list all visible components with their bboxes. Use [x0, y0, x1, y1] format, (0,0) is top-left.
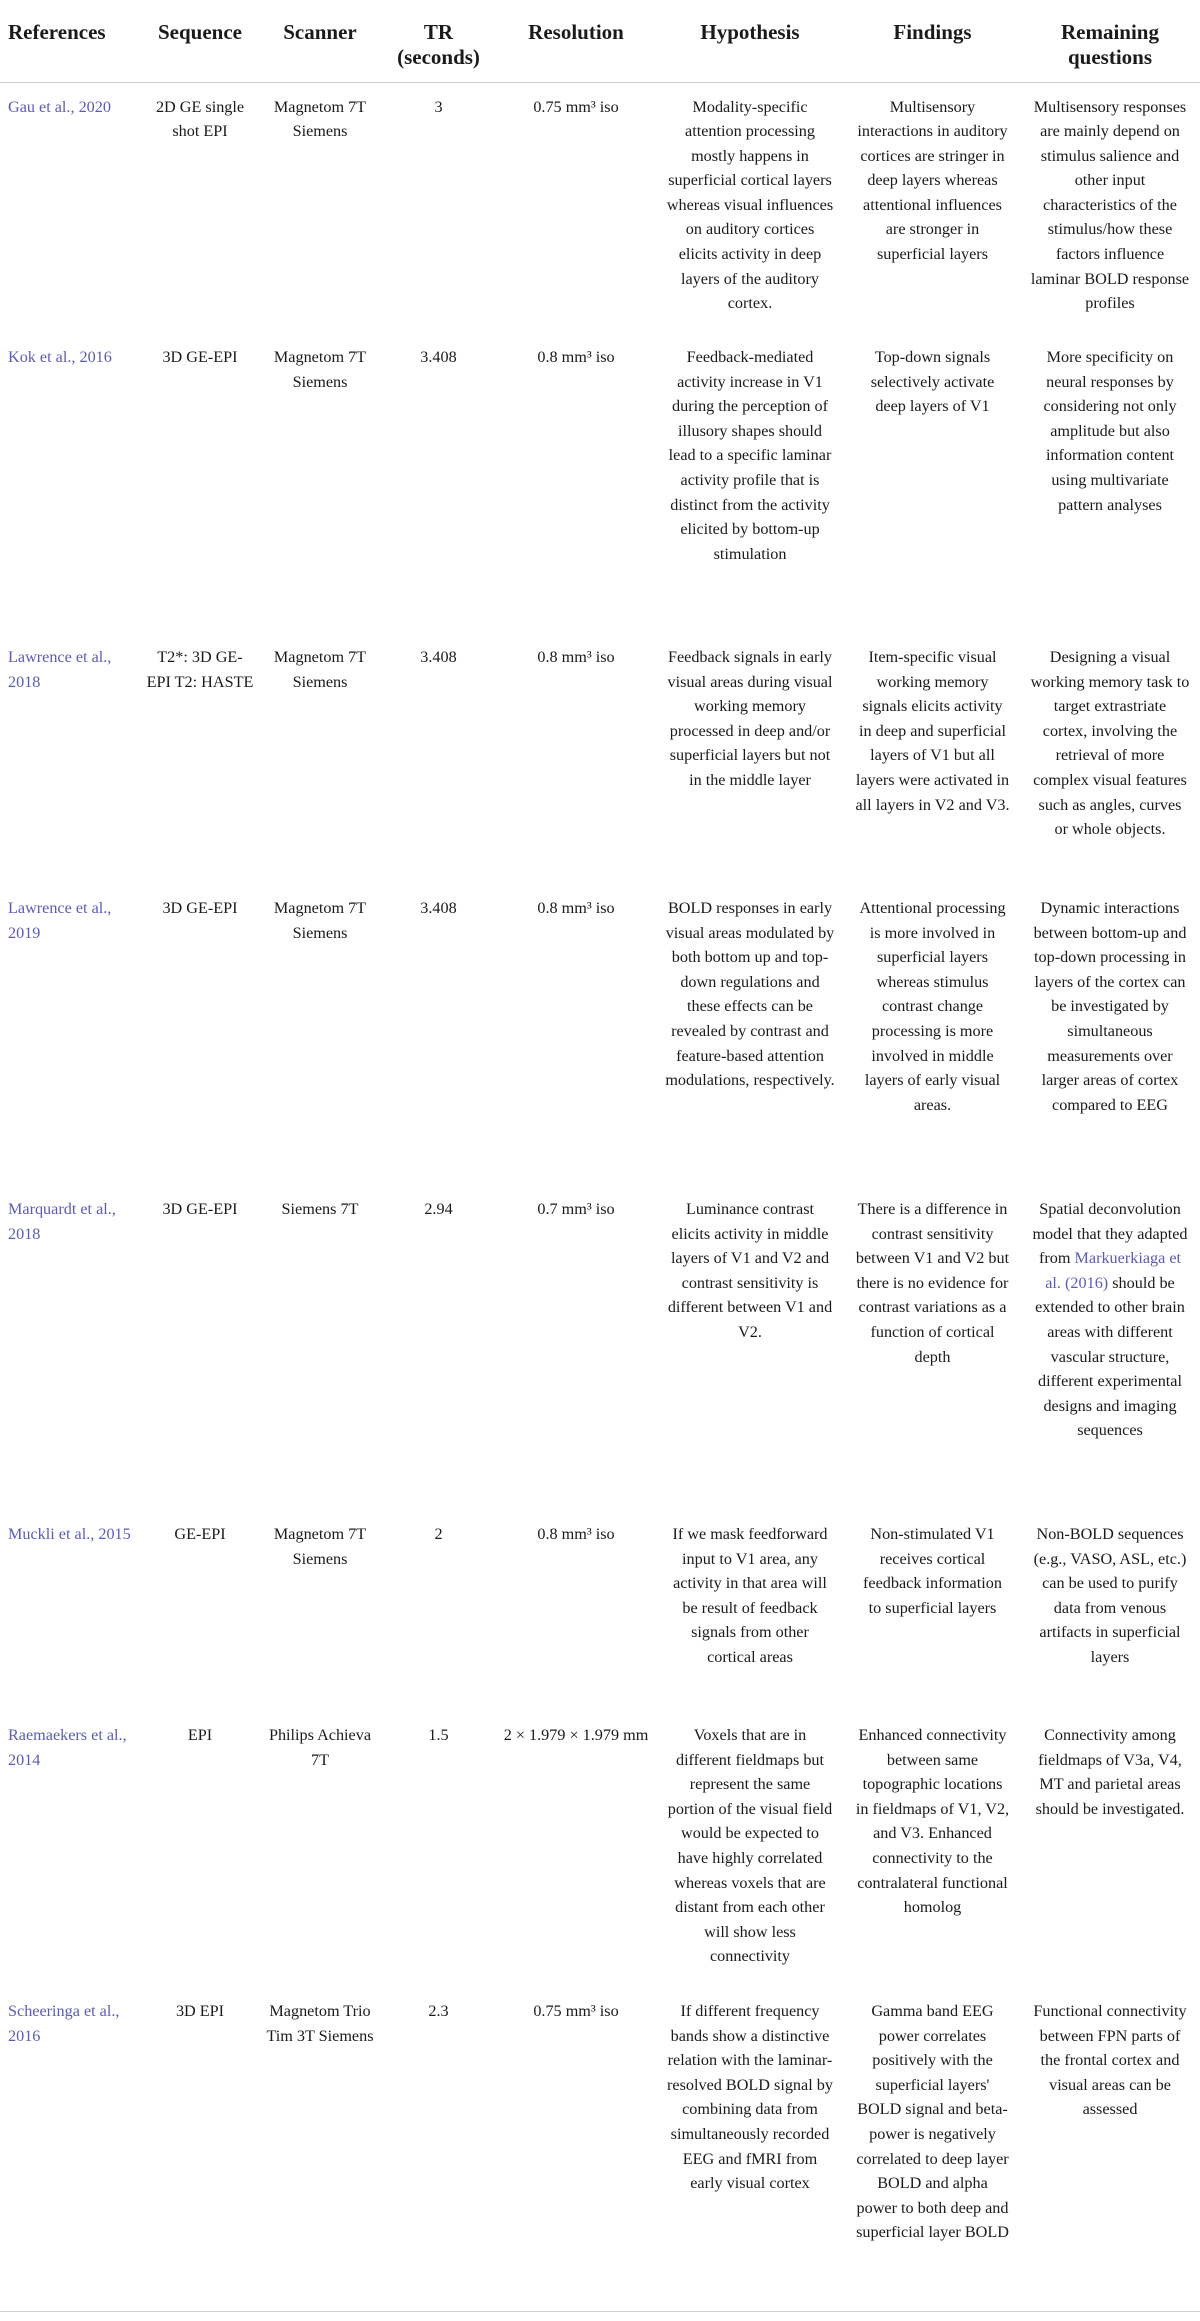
reference-link[interactable]: Raemaekers et al., 2014	[8, 1726, 127, 1769]
table-header	[0, 0, 1200, 82]
table-row	[0, 633, 1200, 884]
reference-link[interactable]: Lawrence et al., 2018	[8, 648, 112, 691]
header-remaining-questions: Remaining questions	[1020, 0, 1200, 82]
cell-sequence: 2D GE single shot EPI	[155, 97, 245, 141]
cell-findings: Item-specific visual working memory signals elicits activity in deep and superficial layers of V1 but all layers were activated in all layers in V2 and V3.	[855, 648, 1010, 814]
cell-remaining-questions: Functional connectivity between FPN parts of the frontal cortex and visual areas can be assessed	[1033, 2002, 1187, 2119]
cell-tr: 3.408	[420, 899, 457, 917]
cell-tr: 2.94	[424, 1200, 453, 1218]
table-row	[0, 333, 1200, 633]
table-row	[0, 1185, 1200, 1510]
cell-resolution: 0.8 mm³ iso	[537, 1525, 615, 1543]
reference-link[interactable]: Scheeringa et al., 2016	[8, 2002, 120, 2045]
cell-tr: 2	[434, 1525, 443, 1543]
cell-scanner: Magnetom 7T Siemens	[273, 97, 367, 141]
header-tr: TR (seconds)	[380, 0, 497, 82]
cell-remaining-questions	[1020, 1185, 1200, 1510]
cell-tr: 3.408	[420, 648, 457, 666]
header-references: References	[0, 0, 140, 82]
cell-tr: 1.5	[428, 1726, 449, 1744]
cell-remaining-questions: Dynamic interactions between bottom-up and top-down processing in layers of the cortex can be investigated by simultaneous measurements over larger areas of cortex compared to EEG	[1033, 899, 1187, 1114]
cell-scanner: Magnetom 7T Siemens	[273, 648, 367, 691]
cell-findings: Non-stimulated V1 receives cortical feedback information to superficial layers	[863, 1525, 1002, 1617]
header-findings: Findings	[845, 0, 1020, 82]
cell-tr: 3.408	[420, 348, 457, 366]
header-sequence: Sequence	[140, 0, 260, 82]
cell-hypothesis: BOLD responses in early visual areas modulated by both bottom up and top-down regulations and these effects can be revealed by contrast and feature-based attention modulations, respectively.	[665, 899, 835, 1090]
cell-sequence: 3D GE-EPI	[162, 1200, 238, 1218]
cell-resolution: 0.8 mm³ iso	[537, 899, 615, 917]
cell-scanner: Magnetom 7T Siemens	[273, 1525, 367, 1568]
table-row	[0, 1711, 1200, 1987]
table-row	[0, 82, 1200, 333]
table-bottom-rule	[0, 2311, 1200, 2312]
cell-scanner: Siemens 7T	[281, 1200, 359, 1218]
cell-hypothesis: Voxels that are in different fieldmaps but represent the same portion of the visual field would be expected to have highly correlated whereas voxels that are distant from each other will show less connectivity	[667, 1726, 833, 1966]
reference-link[interactable]: Kok et al., 2016	[8, 348, 112, 366]
table-row	[0, 1510, 1200, 1711]
cell-sequence: 3D EPI	[175, 2002, 225, 2020]
header-resolution: Resolution	[497, 0, 655, 82]
cell-findings: Attentional processing is more involved in superficial layers whereas stimulus contrast change processing is more involved in middle layers of early visual areas.	[859, 899, 1006, 1114]
reference-link[interactable]: Gau et al., 2020	[8, 97, 111, 116]
table-row	[0, 1987, 1200, 2321]
cell-hypothesis: If we mask feedforward input to V1 area, any activity in that area will be result of feedback signals from other cortical areas	[672, 1525, 828, 1666]
cell-remaining-questions: Designing a visual working memory task to target extrastriate cortex, involving the retrieval of more complex visual features such as angles, curves or whole objects.	[1030, 648, 1190, 839]
cell-findings: Top-down signals selectively activate deep layers of V1	[870, 348, 995, 416]
cell-resolution: 0.75 mm³ iso	[533, 97, 619, 116]
cell-hypothesis: Modality-specific attention processing mostly happens in superficial cortical layers whereas visual influences on auditory cortices elicits activity in deep layers of the auditory cortex.	[666, 97, 834, 313]
cell-hypothesis: Feedback signals in early visual areas during visual working memory processed in deep and/or superficial layers but not in the middle layer	[667, 648, 833, 789]
cell-hypothesis: If different frequency bands show a distinctive relation with the laminar-resolved BOLD signal by combining data from simultaneously recorded EEG and fMRI from early visual cortex	[667, 2002, 833, 2193]
cell-scanner: Magnetom 7T Siemens	[273, 899, 367, 942]
cell-resolution: 0.8 mm³ iso	[537, 348, 615, 366]
cell-resolution: 0.75 mm³ iso	[533, 2002, 619, 2020]
header-hypothesis: Hypothesis	[655, 0, 845, 82]
cell-resolution: 0.8 mm³ iso	[537, 648, 615, 666]
cell-findings: Enhanced connectivity between same topographic locations in fieldmaps of V1, V2, and V3. Enhanced connectivity to the contralateral functional homolog	[855, 1726, 1010, 1917]
reference-link[interactable]: Marquardt et al., 2018	[8, 1200, 116, 1243]
cell-sequence: T2*: 3D GE-EPI T2: HASTE	[146, 648, 254, 691]
cell-findings: Multisensory interactions in auditory cortices are stringer in deep layers whereas attentional influences are stronger in superficial layers	[857, 97, 1008, 264]
cell-remaining-questions: Connectivity among fieldmaps of V3a, V4, MT and parietal areas should be investigated.	[1035, 1726, 1185, 1818]
cell-resolution: 2 × 1.979 × 1.979 mm	[503, 1726, 649, 1744]
reference-link[interactable]: Lawrence et al., 2019	[8, 899, 112, 942]
cell-tr: 3	[434, 97, 443, 116]
remaining-text-post: should be extended to other brain areas with different vascular structure, different experimental designs and imaging sequences	[1035, 1273, 1185, 1440]
citation-link[interactable]: Markuerkiaga et al. (2016)	[1045, 1249, 1182, 1292]
remaining-text-pre: Spatial deconvolution model that they adapted from	[1032, 1200, 1188, 1268]
cell-sequence: EPI	[187, 1726, 213, 1744]
cell-resolution: 0.7 mm³ iso	[537, 1200, 615, 1218]
header-scanner: Scanner	[260, 0, 380, 82]
cell-scanner: Magnetom 7T Siemens	[273, 348, 367, 391]
table-row	[0, 884, 1200, 1185]
cell-sequence: 3D GE-EPI	[162, 348, 238, 366]
cell-findings: Gamma band EEG power correlates positively with the superficial layers' BOLD signal and beta-power is negatively correlated to deep layer BOLD and alpha power to both deep and superficial layer BOLD	[856, 2002, 1009, 2242]
cell-sequence: 3D GE-EPI	[162, 899, 238, 917]
cell-scanner: Philips Achieva 7T	[268, 1726, 372, 1769]
cell-sequence: GE-EPI	[174, 1525, 226, 1543]
reference-link[interactable]: Muckli et al., 2015	[8, 1525, 131, 1543]
cell-tr: 2.3	[428, 2002, 449, 2020]
cell-remaining-questions: Non-BOLD sequences (e.g., VASO, ASL, etc.) can be used to purify data from venous artifacts in superficial layers	[1033, 1525, 1187, 1666]
cell-remaining-questions: More specificity on neural responses by considering not only amplitude but also information content using multivariate pattern analyses	[1043, 348, 1177, 514]
table-body	[0, 82, 1200, 2321]
cell-findings: There is a difference in contrast sensitivity between V1 and V2 but there is no evidence for contrast variations as a function of cortical depth	[855, 1200, 1010, 1366]
cell-remaining-questions: Multisensory responses are mainly depend on stimulus salience and other input characteristics of the stimulus/how these factors influence laminar BOLD response profiles	[1030, 97, 1190, 313]
cell-scanner: Magnetom Trio Tim 3T Siemens	[266, 2002, 374, 2045]
cell-hypothesis: Luminance contrast elicits activity in middle layers of V1 and V2 and contrast sensitivity is different between V1 and V2.	[667, 1200, 833, 1341]
cell-hypothesis: Feedback-mediated activity increase in V1 during the perception of illusory shapes should lead to a specific laminar activity profile that is distinct from the activity elicited by bottom-up stimulation	[668, 348, 832, 563]
